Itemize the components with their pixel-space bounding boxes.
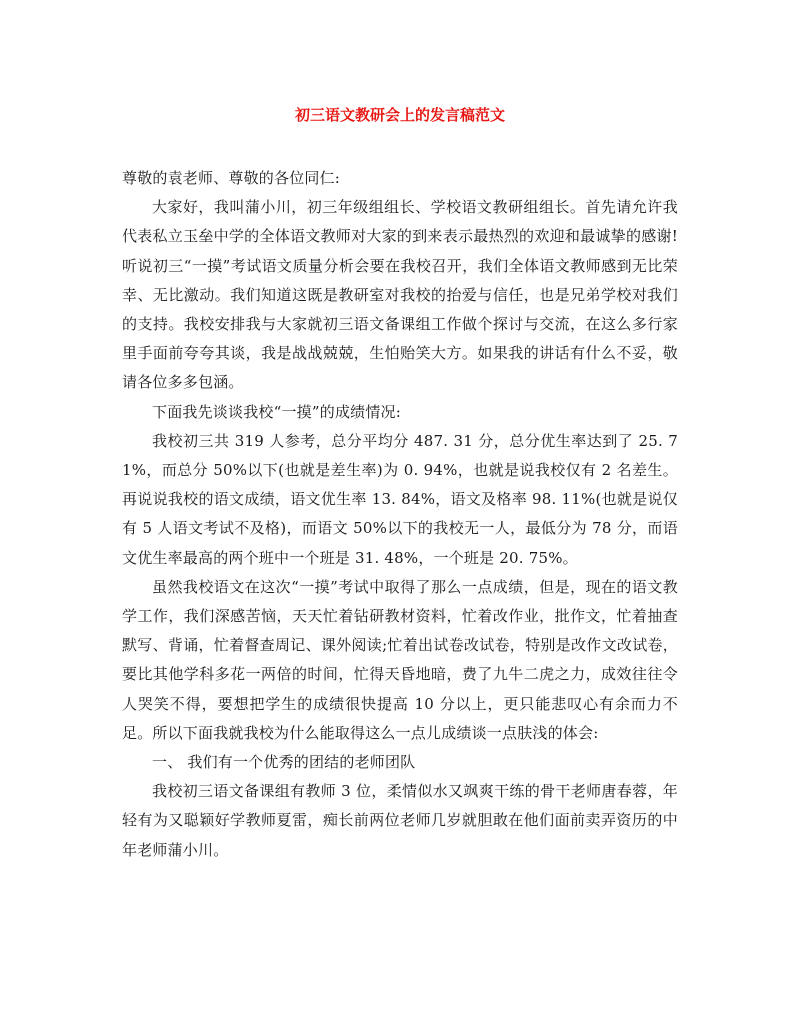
paragraph-results-stats: 我校初三共 319 人参考，总分平均分 487. 31 分，总分优生率达到了 25. 71%，而总分 50%以下(也就是差生率)为 0. 94%，也就是说我校仅有 2 名差生。再说说我校的语文成绩，语文优生率 13. 84%，语文及格率 98. 11%(也就是说仅有 5 人语文考试不及格)，而语文 50%以下的我校无一人，最低分为 78 分，而语文优生率最高的两个班中一个班是 31. 48%，一个班是 20. 75%。 xyxy=(122,431,678,567)
paragraph-results-intro: 下面我先谈谈我校“一摸”的成绩情况: xyxy=(152,402,401,421)
paragraph-greeting: 大家好，我叫蒲小川，初三年级组组长、学校语文教研组组长。首先请允许我代表私立玉垒中学的全体语文教师对大家的到来表示最热烈的欢迎和最诚挚的感谢!听说初三“一摸”考试语文质量分析会要在我校召开，我们全体语文教师感到无比荣幸、无比激动。我们知道这既是教研室对我校的抬爱与信任，也是兄弟学校对我们的支持。我校安排我与大家就初三语文备课组工作做个探讨与交流，在这么多行家里手面前夸夸其谈，我是战战兢兢，生怕贻笑大方。如果我的讲话有什么不妥，敬请各位多多包涵。 xyxy=(122,198,678,392)
paragraph-teacher-team: 我校初三语文备课组有教师 3 位，柔情似水又飒爽干练的骨干老师唐春蓉，年轻有为又聪颖好学教师夏雷，痴长前两位老师几岁就胆敢在他们面前卖弄资历的中年老师蒲小川。 xyxy=(122,782,678,859)
section-heading-teacher-team: 一、 我们有一个优秀的团结的老师团队 xyxy=(152,753,416,772)
document-title: 初三语文教研会上的发言稿范文 xyxy=(294,106,505,124)
paragraph-teaching-difficulties: 虽然我校语文在这次“一摸”考试中取得了那么一点成绩，但是，现在的语文教学工作，我们深感苦恼，天天忙着钻研教材资料，忙着改作业，批作文，忙着抽查默写、背诵，忙着督查周记、课外阅读;忙着出试卷改试卷，特别是改作文改试卷，要比其他学科多花一两倍的时间，忙得天昏地暗，费了九牛二虎之力，成效往往令人哭笑不得，要想把学生的成绩很快提高 10 分以上，更只能悲叹心有余而力不足。所以下面我就我校为什么能取得这么一点儿成绩谈一点肤浅的体会: xyxy=(122,577,678,742)
document-body xyxy=(122,164,678,865)
salutation: 尊敬的袁老师、尊敬的各位同仁: xyxy=(122,169,341,187)
